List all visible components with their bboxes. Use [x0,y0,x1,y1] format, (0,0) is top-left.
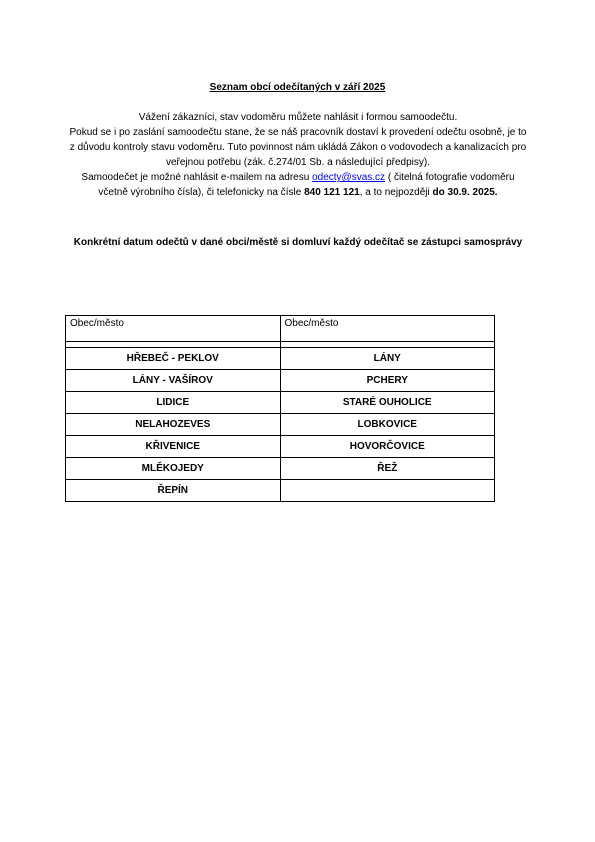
intro-line-1: Vážení zákazníci, stav vodoměru můžete nahlásit i formou samoodečtu. [138,112,458,123]
table-row [66,392,495,414]
intro-line-3-a: Samoodečet je možné nahlásit e-mailem na adresu [81,172,313,183]
intro-line-2: Pokud se i po zaslání samoodečtu stane, že se náš pracovník dostaví k provedení odečtu osobně, je to z důvodu kontroly stavu vodoměru. Tuto povinnost nám ukládá Zákon o vodovodech a kanalizacích pro veřejnou potřebu (zák. č.274/01 Sb. a následující předpisy). [69,127,527,168]
deadline: do 30.9. 2025. [432,187,498,198]
header-left: Obec/město [66,316,281,342]
table-cell: ŘEŽ [280,458,495,480]
table-cell: LÁNY - VAŠÍROV [66,370,281,392]
note-text: Konkrétní datum odečtů v dané obci/městě si domluví každý odečítač se zástupci samosprávy [73,237,523,248]
header-right: Obec/město [280,316,495,342]
table-cell: PCHERY [280,370,495,392]
intro-line-3-c: , a to nejpozději [359,187,433,198]
table-header-row [66,316,495,342]
page-title: Seznam obcí odečítaných v září 2025 [209,82,386,93]
table-cell: KŘIVENICE [66,436,281,458]
municipality-table [65,315,495,502]
phone-number: 840 121 121 [304,187,360,198]
table-cell: MLĚKOJEDY [66,458,281,480]
table-row [66,436,495,458]
table-cell [280,480,495,502]
email-link[interactable]: odecty@svas.cz [312,172,386,183]
table-cell: LÁNY [280,348,495,370]
table-cell: NELAHOZEVES [66,414,281,436]
intro-line-3 [68,170,528,200]
table-row [66,348,495,370]
table-row [66,480,495,502]
table-cell: ŘEPÍN [66,480,281,502]
table-row [66,458,495,480]
table-cell: HŘEBEČ - PEKLOV [66,348,281,370]
intro-text [68,110,528,200]
table-row [66,414,495,436]
table-cell: LIDICE [66,392,281,414]
table-cell: STARÉ OUHOLICE [280,392,495,414]
table-cell: LOBKOVICE [280,414,495,436]
table-cell: HOVORČOVICE [280,436,495,458]
table-row [66,370,495,392]
intro-line-3-b: ( čitelná fotografie vodoměru včetně výrobního čísla), či telefonicky na čísle [98,172,515,198]
